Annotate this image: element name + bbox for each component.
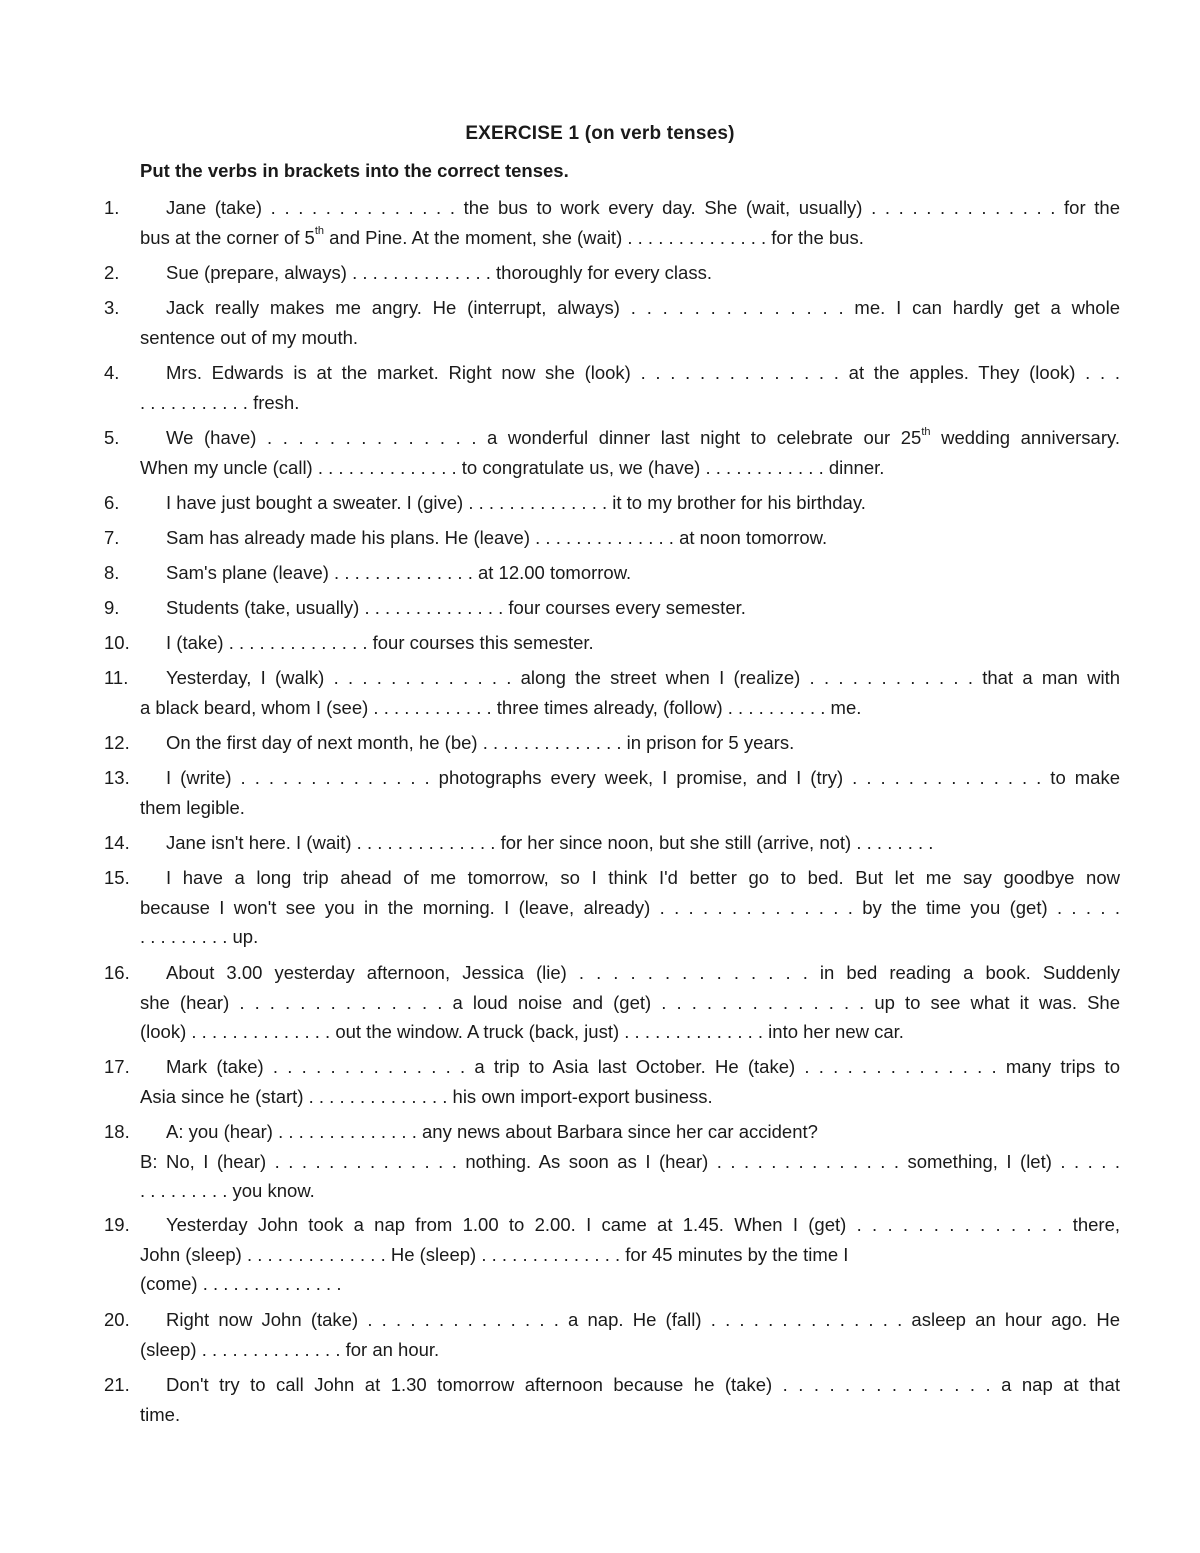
exercise-item <box>104 423 1120 482</box>
item-number: 9. <box>104 597 120 618</box>
item-number: 15. <box>104 867 130 888</box>
item-line: Sam's plane (leave) . . . . . . . . . . . . . . at 12.00 tomorrow. <box>166 562 632 583</box>
item-line: Yesterday, I (walk) . . . . . . . . . . . . . along the street when I (realize) . . . . . . . . . . . . that a man with <box>166 667 1120 688</box>
item-line <box>104 223 1120 253</box>
page-title: EXERCISE 1 (on verb tenses) <box>465 123 735 144</box>
item-number: 7. <box>104 527 120 548</box>
exercise-item <box>104 863 1120 952</box>
item-number: 11. <box>104 667 129 688</box>
item-number: 21. <box>104 1374 130 1395</box>
superscript: th <box>314 225 325 238</box>
item-line: (come) . . . . . . . . . . . . . . <box>140 1273 342 1294</box>
exercise-item <box>104 628 1120 658</box>
exercise-item <box>104 663 1120 722</box>
item-line: A: you (hear) . . . . . . . . . . . . . . any news about Barbara since her car accident? <box>166 1121 818 1142</box>
exercise-item <box>104 293 1120 352</box>
item-line: Right now John (take) . . . . . . . . . . . . . . a nap. He (fall) . . . . . . . . . . . . . . asleep an hour ago. He <box>166 1309 1120 1330</box>
superscript: th <box>921 425 931 438</box>
item-text: We (have) . . . . . . . . . . . . . . a wonderful dinner last night to celebrate our 25 <box>166 427 922 448</box>
item-line: I (take) . . . . . . . . . . . . . . four courses this semester. <box>166 632 594 653</box>
item-line: Asia since he (start) . . . . . . . . . . . . . . his own import-export business. <box>140 1085 713 1107</box>
item-line: Mark (take) . . . . . . . . . . . . . . a trip to Asia last October. He (take) . . . . . . . . . . . . . . many trips to <box>166 1056 1120 1077</box>
instructions: Put the verbs in brackets into the correct tenses. <box>140 160 569 181</box>
item-line: Jack really makes me angry. He (interrupt, always) . . . . . . . . . . . . . . me. I can hardly get a whole <box>166 297 1120 318</box>
exercise-item <box>104 558 1120 588</box>
item-line: . . . . . . . . . . . fresh. <box>140 391 300 413</box>
item-line: Sam has already made his plans. He (leave) . . . . . . . . . . . . . . at noon tomorrow. <box>166 527 828 548</box>
item-line: (sleep) . . . . . . . . . . . . . . for an hour. <box>140 1338 440 1360</box>
item-line: John (sleep) . . . . . . . . . . . . . . He (sleep) . . . . . . . . . . . . . . for 45 minutes by the time I <box>140 1243 849 1265</box>
exercise-item <box>104 1305 1120 1364</box>
exercise-item <box>104 358 1120 417</box>
item-line: sentence out of my mouth. <box>140 326 359 348</box>
item-text: and Pine. At the moment, she (wait) . . . . . . . . . . . . . . for the bus. <box>324 226 864 248</box>
item-number: 4. <box>104 362 120 383</box>
exercise-item <box>104 763 1120 822</box>
item-line: she (hear) . . . . . . . . . . . . . . a loud noise and (get) . . . . . . . . . . . . . . up to see what it was. She <box>140 991 1120 1013</box>
exercise-item <box>104 958 1120 1047</box>
item-number: 2. <box>104 262 120 283</box>
item-number: 14. <box>104 832 130 853</box>
item-line: About 3.00 yesterday afternoon, Jessica (lie) . . . . . . . . . . . . . . in bed reading a book. Suddenly <box>166 962 1120 983</box>
item-line: Don't try to call John at 1.30 tomorrow afternoon because he (take) . . . . . . . . . . . . . . a nap at that <box>166 1374 1120 1395</box>
exercise-item <box>104 193 1120 252</box>
item-number: 13. <box>104 767 130 788</box>
item-number: 10. <box>104 632 130 653</box>
item-line: . . . . . . . . . you know. <box>140 1180 315 1201</box>
item-line: Jane (take) . . . . . . . . . . . . . . the bus to work every day. She (wait, usually) . . . . . . . . . . . . . . for the <box>166 197 1120 218</box>
exercise-item <box>104 258 1120 288</box>
item-line: time. <box>140 1403 181 1425</box>
exercise-item <box>104 593 1120 623</box>
item-line: Jane isn't here. I (wait) . . . . . . . . . . . . . . for her since noon, but she still (arrive, not) . . . . . . . . <box>166 832 934 853</box>
item-line <box>104 423 1120 453</box>
item-line: them legible. <box>140 796 245 818</box>
item-text: bus at the corner of 5 <box>140 226 315 248</box>
item-number: 19. <box>104 1214 130 1235</box>
exercise-item <box>104 523 1120 553</box>
item-line: Mrs. Edwards is at the market. Right now she (look) . . . . . . . . . . . . . . at the apples. They (look) . . . <box>166 362 1120 383</box>
exercise-item <box>104 1052 1120 1111</box>
item-line: . . . . . . . . . up. <box>140 926 259 947</box>
item-line: I (write) . . . . . . . . . . . . . . photographs every week, I promise, and I (try) . . . . . . . . . . . . . . to make <box>166 767 1120 788</box>
exercise-item <box>104 1117 1120 1206</box>
exercise-item <box>104 488 1120 518</box>
item-number: 20. <box>104 1309 130 1330</box>
item-number: 16. <box>104 962 130 983</box>
item-number: 5. <box>104 427 120 448</box>
item-number: 1. <box>104 197 120 218</box>
item-line: On the first day of next month, he (be) . . . . . . . . . . . . . . in prison for 5 years. <box>166 732 795 753</box>
item-line: I have just bought a sweater. I (give) . . . . . . . . . . . . . . it to my brother for his birthday. <box>166 492 866 513</box>
item-line: B: No, I (hear) . . . . . . . . . . . . . . nothing. As soon as I (hear) . . . . . . . . . . . . . . something, I (let) . . . . . <box>140 1150 1120 1172</box>
item-line: When my uncle (call) . . . . . . . . . . . . . . to congratulate us, we (have) . . . . . . . . . . . . dinner. <box>140 456 885 478</box>
item-text: wedding anniversary. <box>930 427 1120 448</box>
item-line: a black beard, whom I (see) . . . . . . . . . . . . three times already, (follow) . . . . . . . . . . me. <box>140 696 862 718</box>
exercise-item <box>104 728 1120 758</box>
item-number: 6. <box>104 492 120 513</box>
item-line: (look) . . . . . . . . . . . . . . out the window. A truck (back, just) . . . . . . . . . . . . . . into her new car. <box>140 1021 904 1042</box>
item-line: because I won't see you in the morning. I (leave, already) . . . . . . . . . . . . . . by the time you (get) . . . . . <box>140 896 1120 918</box>
item-number: 17. <box>104 1056 130 1077</box>
exercise-item <box>104 828 1120 858</box>
item-number: 8. <box>104 562 120 583</box>
item-number: 18. <box>104 1121 130 1142</box>
exercise-item <box>104 1210 1120 1299</box>
item-line: Students (take, usually) . . . . . . . . . . . . . . four courses every semester. <box>166 597 746 618</box>
item-line: I have a long trip ahead of me tomorrow, so I think I'd better go to bed. But let me say goodbye now <box>166 867 1120 888</box>
item-number: 3. <box>104 297 120 318</box>
item-line: Yesterday John took a nap from 1.00 to 2.00. I came at 1.45. When I (get) . . . . . . . . . . . . . . there, <box>166 1214 1120 1235</box>
item-number: 12. <box>104 732 130 753</box>
item-line: Sue (prepare, always) . . . . . . . . . . . . . . thoroughly for every class. <box>166 262 712 283</box>
exercise-item <box>104 1370 1120 1429</box>
